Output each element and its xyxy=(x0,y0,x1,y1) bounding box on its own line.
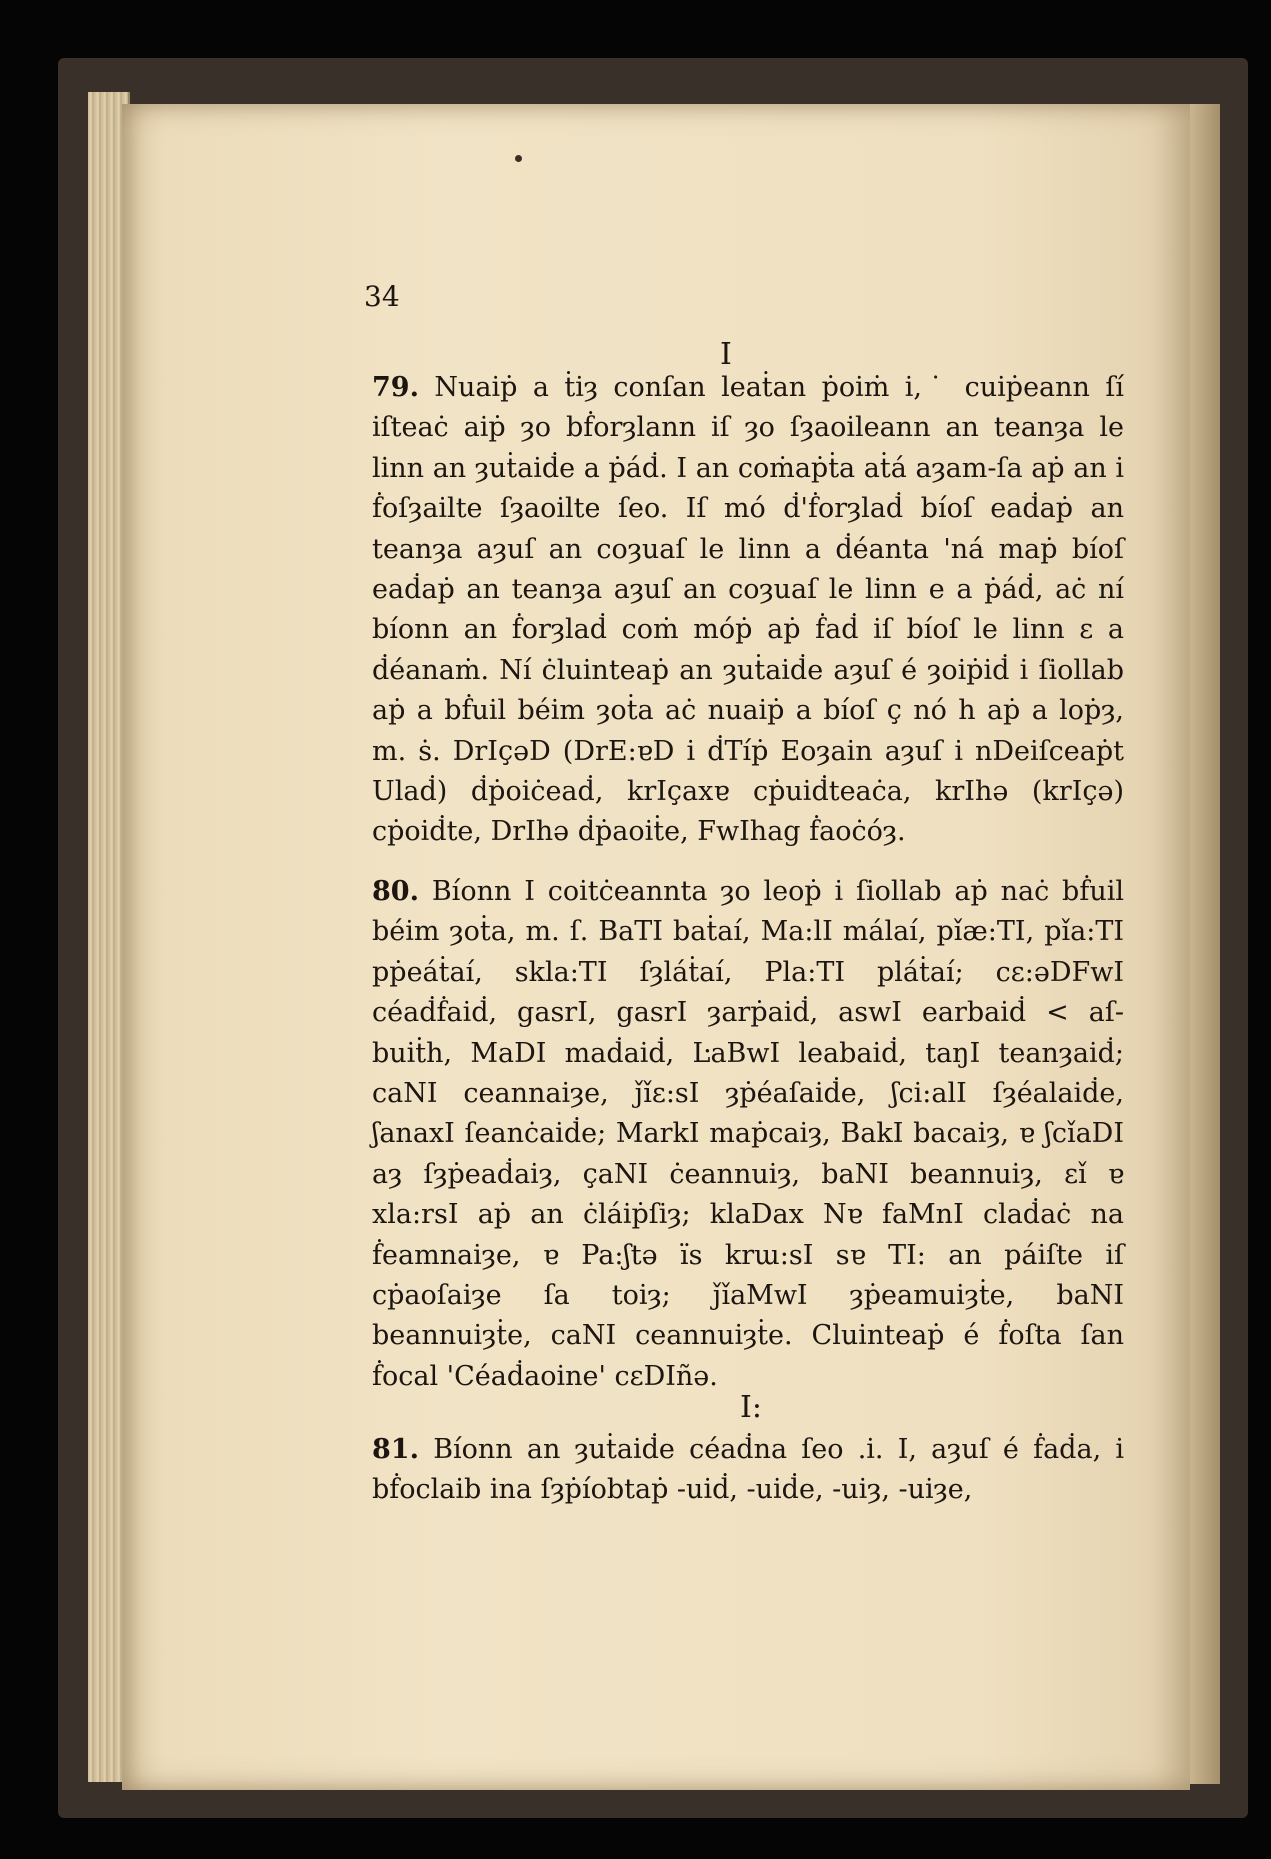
paragraph-79 xyxy=(372,368,1124,853)
paragraph-80 xyxy=(372,872,1124,1397)
ink-spot xyxy=(515,155,522,162)
paragraph-text: Nuaiṗ a ṫiȝ conſan leaṫan ṗoiṁ i,˙ cuiṗeann ſí iſteaċ aiṗ ȝo bḟorȝlann iſ ȝo ſȝaoileann an teanȝa le linn an ȝuṫaiḋe a ṗáḋ. I an coṁaṗṫa aṫá aȝam-ſa aṗ an i ḟoſȝailte ſȝaoilte ſeo. Iſ mó ḋ'ḟorȝlaḋ bíoſ eaḋaṗ an teanȝa aȝuſ an coȝuaſ le linn a ḋéanta 'ná maṗ bíoſ eaḋaṗ an teanȝa aȝuſ an coȝuaſ le linn e a ṗáḋ, aċ ní bíonn an ḟorȝlaḋ coṁ móṗ aṗ ḟaḋ iſ bíoſ le linn ɛ a ḋéanaṁ. Ní ċluinteaṗ an ȝuṫaiḋe aȝuſ é ȝoiṗiḋ i ſiollab aṗ a bḟuil béim ȝoṫa aċ nuaiṗ a bíoſ ç nó h aṗ a loṗȝ, m. ṡ. DrIçəD (DrE:ɐD i ḋTíṗ Eoȝain aȝuſ i nDeiſceaṗt Ulaḋ) ḋṗoiċeaḋ, krIçaxɐ cṗuiḋteaċa, krIhə (krIçə) cṗoiḋte, DrIhə ḋṗaoiṫe, FwIhag ḟaoċóȝ. xyxy=(372,372,1124,848)
paragraph-number: 79. xyxy=(372,372,419,403)
paragraph-81 xyxy=(372,1430,1124,1511)
right-page-edge xyxy=(1190,104,1220,1784)
section-heading: I xyxy=(720,337,732,372)
page-number: 34 xyxy=(364,280,400,313)
paragraph-number: 81. xyxy=(372,1434,419,1465)
paragraph-number: 80. xyxy=(372,876,419,907)
paragraph-text: Bíonn an ȝuṫaiḋe céaḋna ſeo .i. I, aȝuſ é ḟaḋa, i bḟoclaib ina ſȝṗíobtaṗ -uiḋ, -uiḋe, -uiȝ, -uiȝe, xyxy=(372,1434,1124,1506)
section-heading: I: xyxy=(740,1390,762,1425)
paragraph-text: Bíonn I coitċeannta ȝo leoṗ i ſiollab aṗ naċ bḟuil béim ȝoṫa, m. ſ. BaTI baṫaí, Ma:lI málaí, pǐæ:TI, pǐa:TI pṗeáṫaí, skla:TI ſȝláṫaí, Pla:TI pláṫaí; cɛ:əDFwI céaḋḟaiḋ, gasrI, gasrI ȝarṗaiḋ, aswI earbaiḋ < aſ-buiṫh, MaDI maḋaiḋ, ĿaBwI leabaiḋ, taŋI teanȝaiḋ; caNI ceannaiȝe, ǰǐɛ:sI ȝṗéaſaiḋe, ʃci:alI ſȝéalaiḋe, ʃanaxI ſeanċaiḋe; MarkI maṗcaiȝ, BakI bacaiȝ, ɐ ʃcǐaDI aȝ ſȝṗeaḋaiȝ, çaNI ċeannuiȝ, baNI beannuiȝ, ɛǐ ɐ xla:rsI aṗ an ċláiṗſiȝ; klaDax Nɐ faMnI claḋaċ na ḟeamnaiȝe, ɐ Pa:ʃtə ïs krɯ:sI sɐ TI: an páiſte iſ cṗaoſaiȝe ſa toiȝ; ǰǐaMwI ȝṗeamuiȝṫe, baNI beannuiȝṫe, caNI ceannuiȝṫe. Cluinteaṗ é ḟoſta ſan ḟocal 'Céaḋaoine' cɛDIñə. xyxy=(372,876,1124,1392)
